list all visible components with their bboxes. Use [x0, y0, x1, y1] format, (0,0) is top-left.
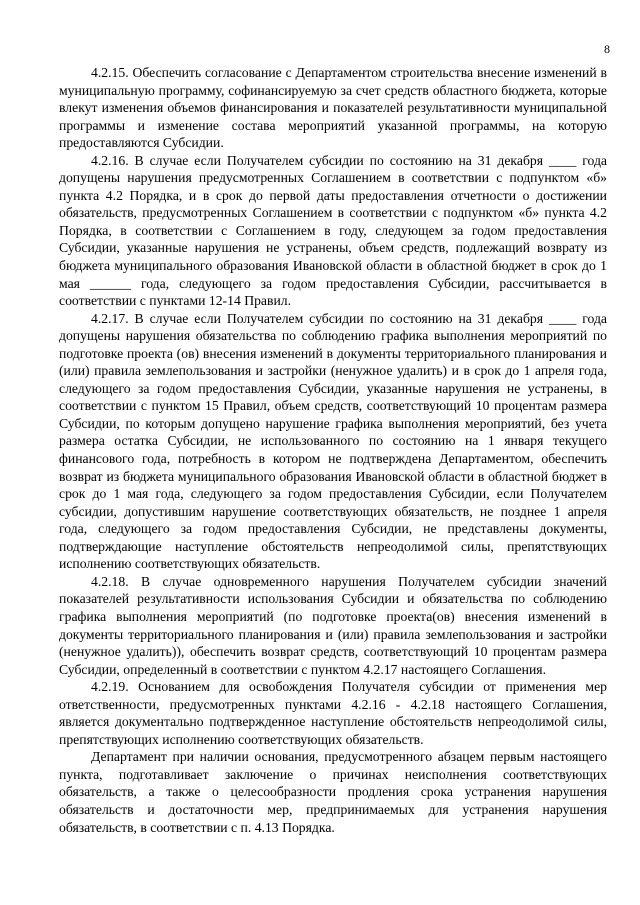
paragraph-4-2-15: 4.2.15. Обеспечить согласование с Департаментом строительства внесение изменений в муниципальную программу, софинансируемую за счет средств областного бюджета, которые влекут изменения объемов финансирования и показателей результативности муниципальной программы и изменение состава мероприятий указанной программы, на которую предоставляются Субсидии.: [59, 65, 607, 151]
paragraph-4-2-16: 4.2.16. В случае если Получателем субсидии по состоянию на 31 декабря ____ года допущены нарушения предусмотренных Соглашением в соответствии с подпунктом «б» пункта 4.2 Порядка, и в срок до первой даты предоставления отчетности о достижении обязательств, предусмотренных Соглашением в соответствии с подпунктом «б» пункта 4.2 Порядка, в соответствии с Соглашением в году, следующем за годом предоставления Субсидии, указанные нарушения не устранены, объем средств, подлежащий возврату из бюджета муниципального образования Ивановской области в областной бюджет в срок до 1 мая ______ года, следующего за годом предоставления Субсидии, рассчитывается в соответствии с пунктами 12-14 Правил.: [59, 152, 607, 309]
paragraph-department-conclusion: Департамент при наличии основания, предусмотренного абзацем первым настоящего пункта, подготавливает заключение о причинах неисполнения соответствующих обязательств, а также о целесообразности продления срока устранения нарушения обязательств и достаточности мер, предпринимаемых для устранения нарушения обязательств, в соответствии с п. 4.13 Порядка.: [59, 749, 607, 835]
page-number: 8: [604, 42, 610, 56]
paragraph-4-2-19: 4.2.19. Основанием для освобождения Получателя субсидии от применения мер ответственности, предусмотренных пунктами 4.2.16 - 4.2.18 настоящего Соглашения, является документально подтвержденное наступление обстоятельств непреодолимой силы, препятствующих исполнению соответствующих обязательств.: [59, 679, 607, 747]
paragraph-4-2-18: 4.2.18. В случае одновременного нарушения Получателем субсидии значений показателей результативности использования Субсидии и обязательства по соблюдению графика выполнения мероприятий (по подготовке проекта(ов) внесения изменений в документы территориального планирования и (или) правила землепользования и застройки (ненужное удалить)), обеспечить возврат средств, соответствующий 10 процентам размера Субсидии, определенный в соответствии с пунктом 4.2.17 настоящего Соглашения.: [59, 573, 607, 677]
paragraph-4-2-17: 4.2.17. В случае если Получателем субсидии по состоянию на 31 декабря ____ года допущены нарушения обязательства по соблюдению графика выполнения мероприятий по подготовке проекта (ов) внесения изменений в документы территориального планирования и (или) правила землепользования и застройки (ненужное удалить) и в срок до 1 апреля года, следующего за годом предоставления Субсидии, указанные нарушения не устранены, в соответствии с пунктом 15 Правил, объем средств, соответствующий 10 процентам размера Субсидии, по которым допущено нарушение графика выполнения мероприятий, без учета размера остатка Субсидии, не использованного по состоянию на 1 января текущего финансового года, потребность в котором не подтверждена Департаментом, обеспечить возврат из бюджета муниципального образования Ивановской области в областной бюджет в срок до 1 мая года, следующего за годом предоставления Субсидии, если Получателем субсидии, допустившим нарушение соответствующих обязательств, не позднее 1 апреля года, следующего за годом предоставления Субсидии, не представлены документы, подтверждающие наступление обстоятельств непреодолимой силы, препятствующих исполнению соответствующих обязательств.: [59, 310, 607, 572]
document-body: [59, 64, 607, 836]
